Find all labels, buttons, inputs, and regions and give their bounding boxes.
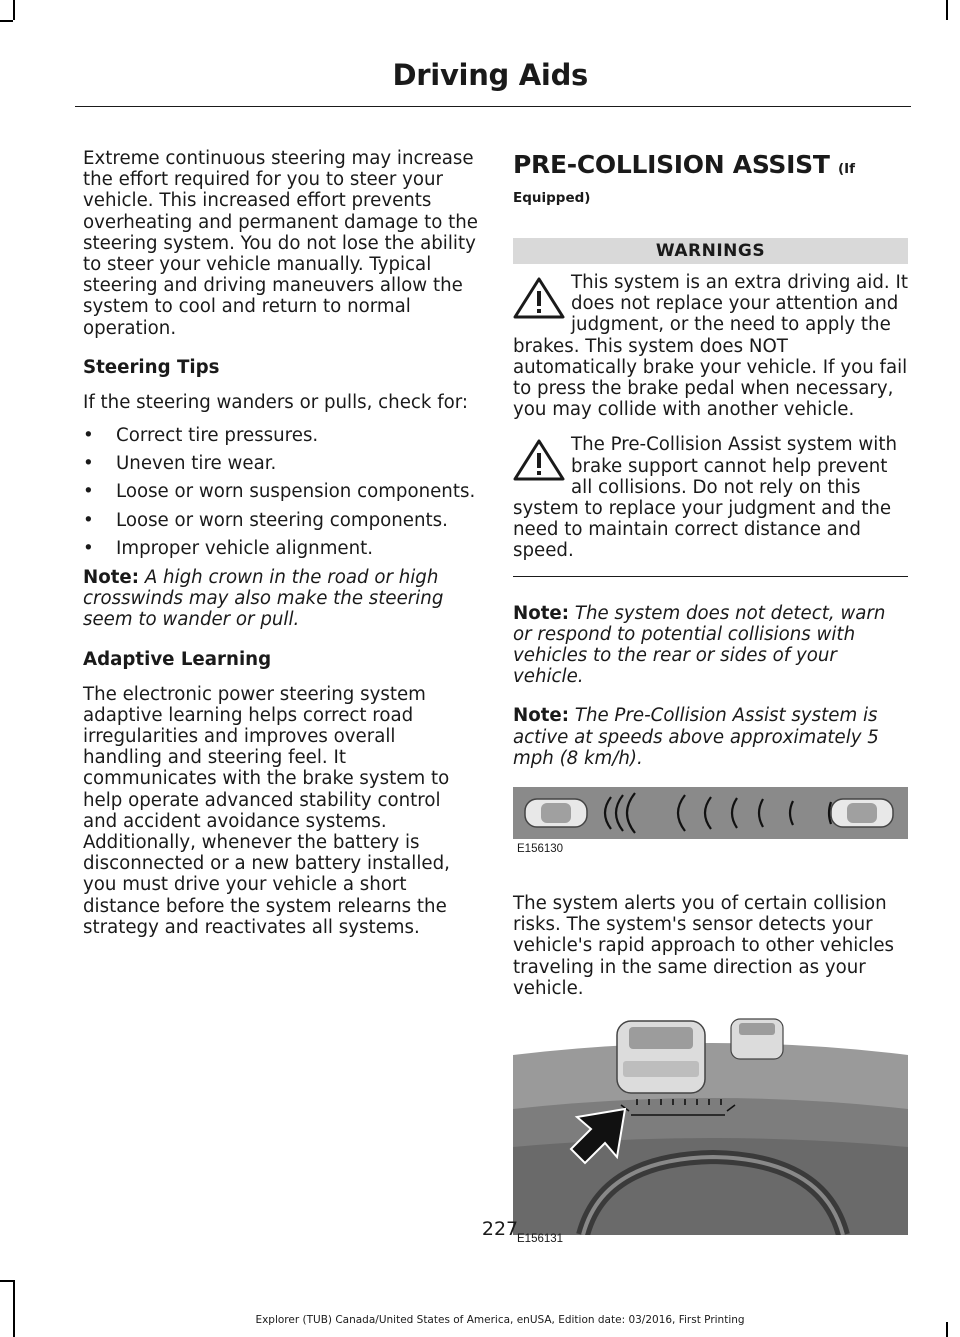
steering-tips-intro: If the steering wanders or pulls, check for: (83, 391, 469, 413)
warning-triangle-icon (513, 439, 565, 481)
note-label: Note: (83, 567, 140, 589)
warnings-end-rule (513, 576, 908, 577)
warning-block (513, 434, 908, 561)
list-item-text: Improper vehicle alignment. (116, 537, 374, 559)
list-item-text: Loose or worn suspension components. (116, 481, 476, 503)
car-icon (831, 799, 893, 827)
steering-effort-paragraph: Extreme continuous steering may increase the effort required for you to steer your vehicle. This increased effort prevents overheating and permanent damage to the steering system. You do not lose the ability to steer your vehicle manually. Typical steering and driving maneuvers allow the system to cool and return to normal operation. (83, 148, 479, 339)
crop-mark (13, 0, 15, 20)
note-text: A high crown in the road or high crosswinds may also make the steering seem to wander or pull. (83, 567, 444, 631)
bullet-glyph: • (83, 453, 94, 475)
list-item-text: Correct tire pressures. (116, 425, 319, 447)
figure-id: E156131 (517, 1233, 564, 1246)
speed-note (513, 705, 908, 769)
bullet-glyph: • (83, 425, 94, 447)
section-title-text: PRE-COLLISION ASSIST (513, 150, 830, 179)
warnings-heading: WARNINGS (513, 238, 908, 264)
steering-tips-heading: Steering Tips (83, 356, 220, 378)
right-column (513, 148, 908, 1255)
warning-block (513, 272, 908, 420)
vehicle-approach-illustration (513, 787, 908, 843)
steering-note (83, 567, 478, 631)
page-footer: Explorer (TUB) Canada/United States of America, enUSA, Edition date: 03/2016, First Printing (255, 1314, 745, 1326)
page-number: 227 (481, 1218, 519, 1240)
note-label: Note: (513, 705, 570, 727)
section-title (513, 150, 908, 184)
adaptive-learning-heading: Adaptive Learning (83, 648, 272, 670)
crop-mark (0, 20, 13, 22)
note-text: The system does not detect, warn or respond to potential collisions with vehicles to the rear or sides of your vehicle. (513, 602, 886, 688)
figure-id: E156130 (517, 843, 564, 856)
crop-mark (13, 1280, 15, 1337)
crop-mark (946, 0, 948, 20)
car-icon (617, 1021, 705, 1093)
steering-tips-list (83, 425, 478, 559)
warning-text: This system is an extra driving aid. It does not replace your attention and judgment, or the need to apply the brakes. This system does NOT automatically brake your vehicle. If you fail to press the brake pedal when necessary, you may collide with another vehicle. (513, 272, 908, 421)
warning-text: The Pre-Collision Assist system with brake support cannot help prevent all collisions. Do not rely on this system to replace your judgment and the need to maintain correct distance and speed. (513, 434, 897, 562)
car-icon (731, 1019, 783, 1059)
dashboard-alert-illustration (513, 1017, 908, 1235)
note-text: The Pre-Collision Assist system is active at speeds above approximately 5 mph (8 km/h). (513, 705, 879, 769)
list-item (83, 425, 478, 446)
list-item (83, 453, 478, 474)
list-item (83, 510, 478, 531)
figure-vehicle-approach (513, 787, 908, 873)
bullet-glyph: • (83, 481, 94, 503)
bullet-glyph: • (83, 537, 94, 559)
left-column (83, 148, 478, 956)
crop-mark (0, 1280, 13, 1282)
section-title-suffix: (If (837, 161, 856, 177)
list-item (83, 538, 478, 559)
page-header-title: Driving Aids (392, 58, 588, 92)
equipped-label: Equipped) (513, 190, 591, 206)
list-item-text: Uneven tire wear. (116, 453, 277, 475)
detection-note (513, 603, 908, 688)
bullet-glyph: • (83, 509, 94, 531)
list-item-text: Loose or worn steering components. (116, 509, 448, 531)
list-item (83, 481, 478, 502)
note-label: Note: (513, 602, 570, 624)
header-rule (75, 106, 911, 107)
warning-triangle-icon (513, 277, 565, 319)
car-icon (525, 799, 587, 827)
adaptive-learning-paragraph: The electronic power steering system adaptive learning helps correct road irregularities and improves overall handling and steering feel. It communicates with the brake system to help operate advanced stability control and accident avoidance systems. Additionally, whenever the battery is disconnected or a new battery installed, you must drive your vehicle a short distance before the system relearns the strategy and reactivates all systems. (83, 683, 450, 938)
alert-paragraph: The system alerts you of certain collision risks. The system's sensor detects your vehicle's rapid approach to other vehicles traveling in the same direction as your vehicle. (513, 893, 894, 999)
